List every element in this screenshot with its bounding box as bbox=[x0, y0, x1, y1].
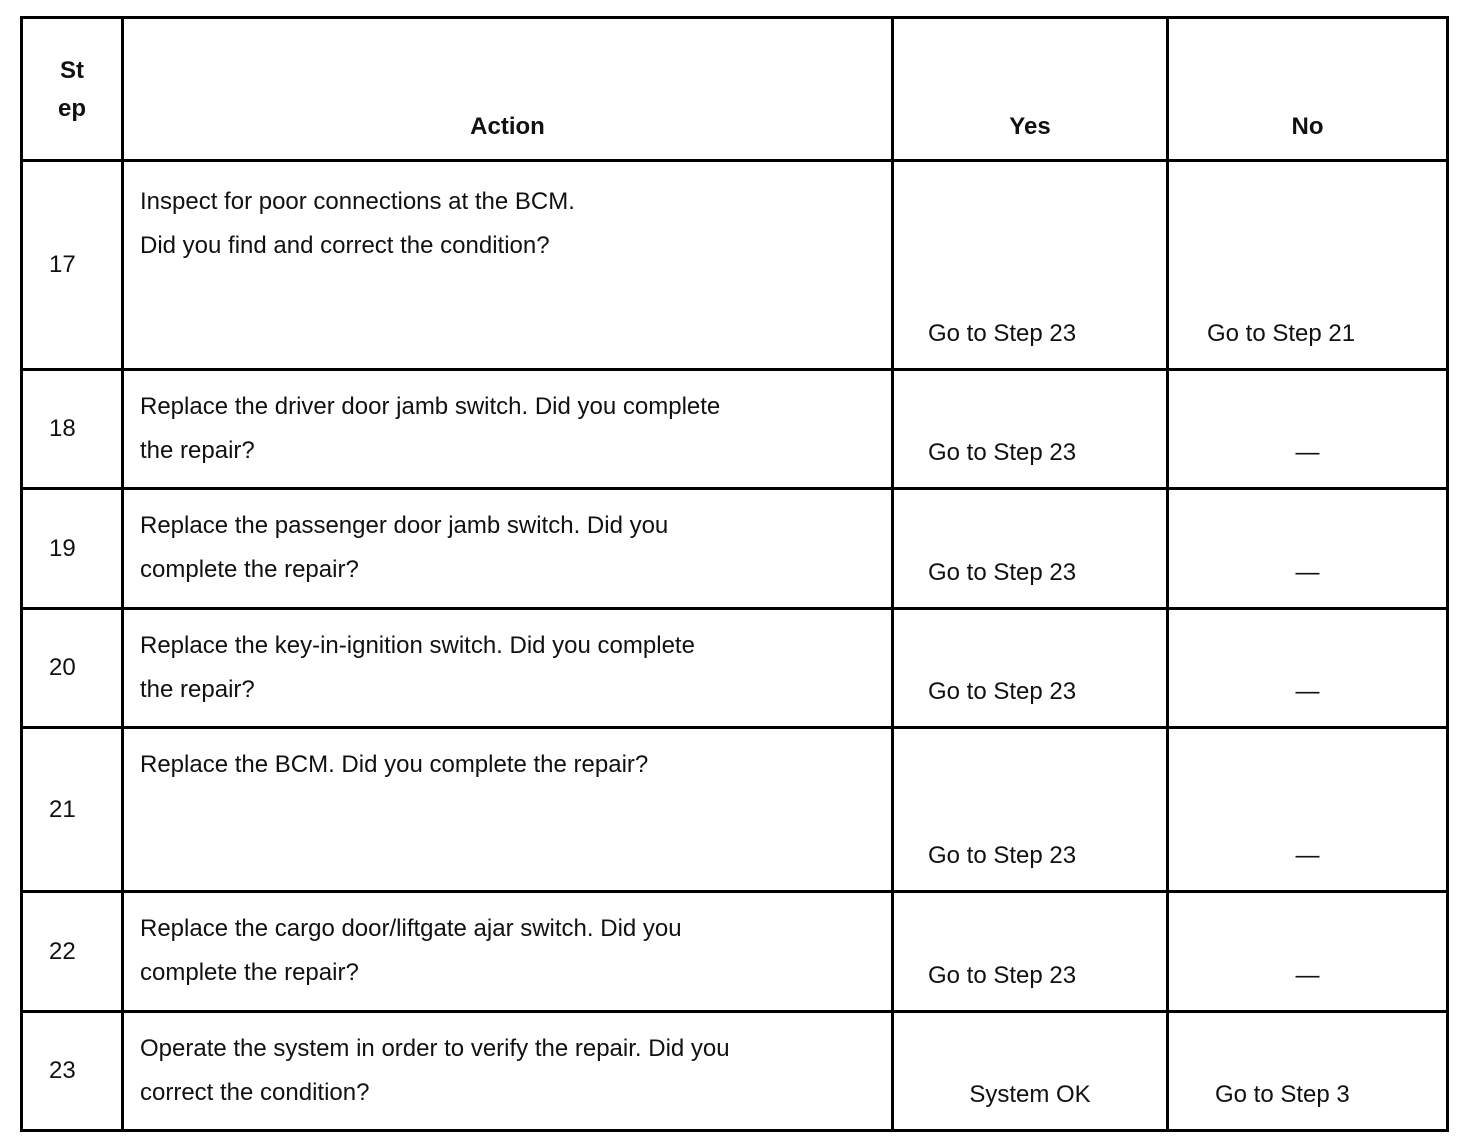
step-number: 21 bbox=[22, 728, 123, 892]
yes-result: System OK bbox=[893, 1012, 1168, 1131]
yes-result: Go to Step 23 bbox=[893, 370, 1168, 489]
header-action: Action bbox=[123, 18, 893, 161]
no-result: Go to Step 21 bbox=[1168, 161, 1448, 370]
step-number: 19 bbox=[22, 489, 123, 609]
no-result: — bbox=[1168, 370, 1448, 489]
table-row bbox=[22, 609, 1448, 728]
yes-result: Go to Step 23 bbox=[893, 892, 1168, 1012]
header-step: St ep bbox=[22, 18, 123, 161]
table-row bbox=[22, 728, 1448, 892]
action-text: Operate the system in order to verify the repair. Did you correct the condition? bbox=[123, 1012, 893, 1131]
no-result: Go to Step 3 bbox=[1168, 1012, 1448, 1131]
header-no: No bbox=[1168, 18, 1448, 161]
action-text: Inspect for poor connections at the BCM. Did you find and correct the condition? bbox=[123, 161, 893, 370]
action-text: Replace the driver door jamb switch. Did you complete the repair? bbox=[123, 370, 893, 489]
table-row bbox=[22, 1012, 1448, 1131]
no-result: — bbox=[1168, 892, 1448, 1012]
no-result: — bbox=[1168, 609, 1448, 728]
yes-result: Go to Step 23 bbox=[893, 728, 1168, 892]
diagnostic-table bbox=[20, 16, 1449, 1132]
table-row bbox=[22, 161, 1448, 370]
table-row bbox=[22, 489, 1448, 609]
table-header-row bbox=[22, 18, 1448, 161]
yes-result: Go to Step 23 bbox=[893, 489, 1168, 609]
action-text: Replace the passenger door jamb switch. Did you complete the repair? bbox=[123, 489, 893, 609]
table-row bbox=[22, 370, 1448, 489]
step-number: 18 bbox=[22, 370, 123, 489]
yes-result: Go to Step 23 bbox=[893, 609, 1168, 728]
no-result: — bbox=[1168, 489, 1448, 609]
step-number: 22 bbox=[22, 892, 123, 1012]
table-row bbox=[22, 892, 1448, 1012]
step-number: 23 bbox=[22, 1012, 123, 1131]
step-number: 20 bbox=[22, 609, 123, 728]
action-text: Replace the cargo door/liftgate ajar switch. Did you complete the repair? bbox=[123, 892, 893, 1012]
no-result: — bbox=[1168, 728, 1448, 892]
header-yes: Yes bbox=[893, 18, 1168, 161]
action-text: Replace the BCM. Did you complete the repair? bbox=[123, 728, 893, 892]
step-number: 17 bbox=[22, 161, 123, 370]
yes-result: Go to Step 23 bbox=[893, 161, 1168, 370]
action-text: Replace the key-in-ignition switch. Did you complete the repair? bbox=[123, 609, 893, 728]
